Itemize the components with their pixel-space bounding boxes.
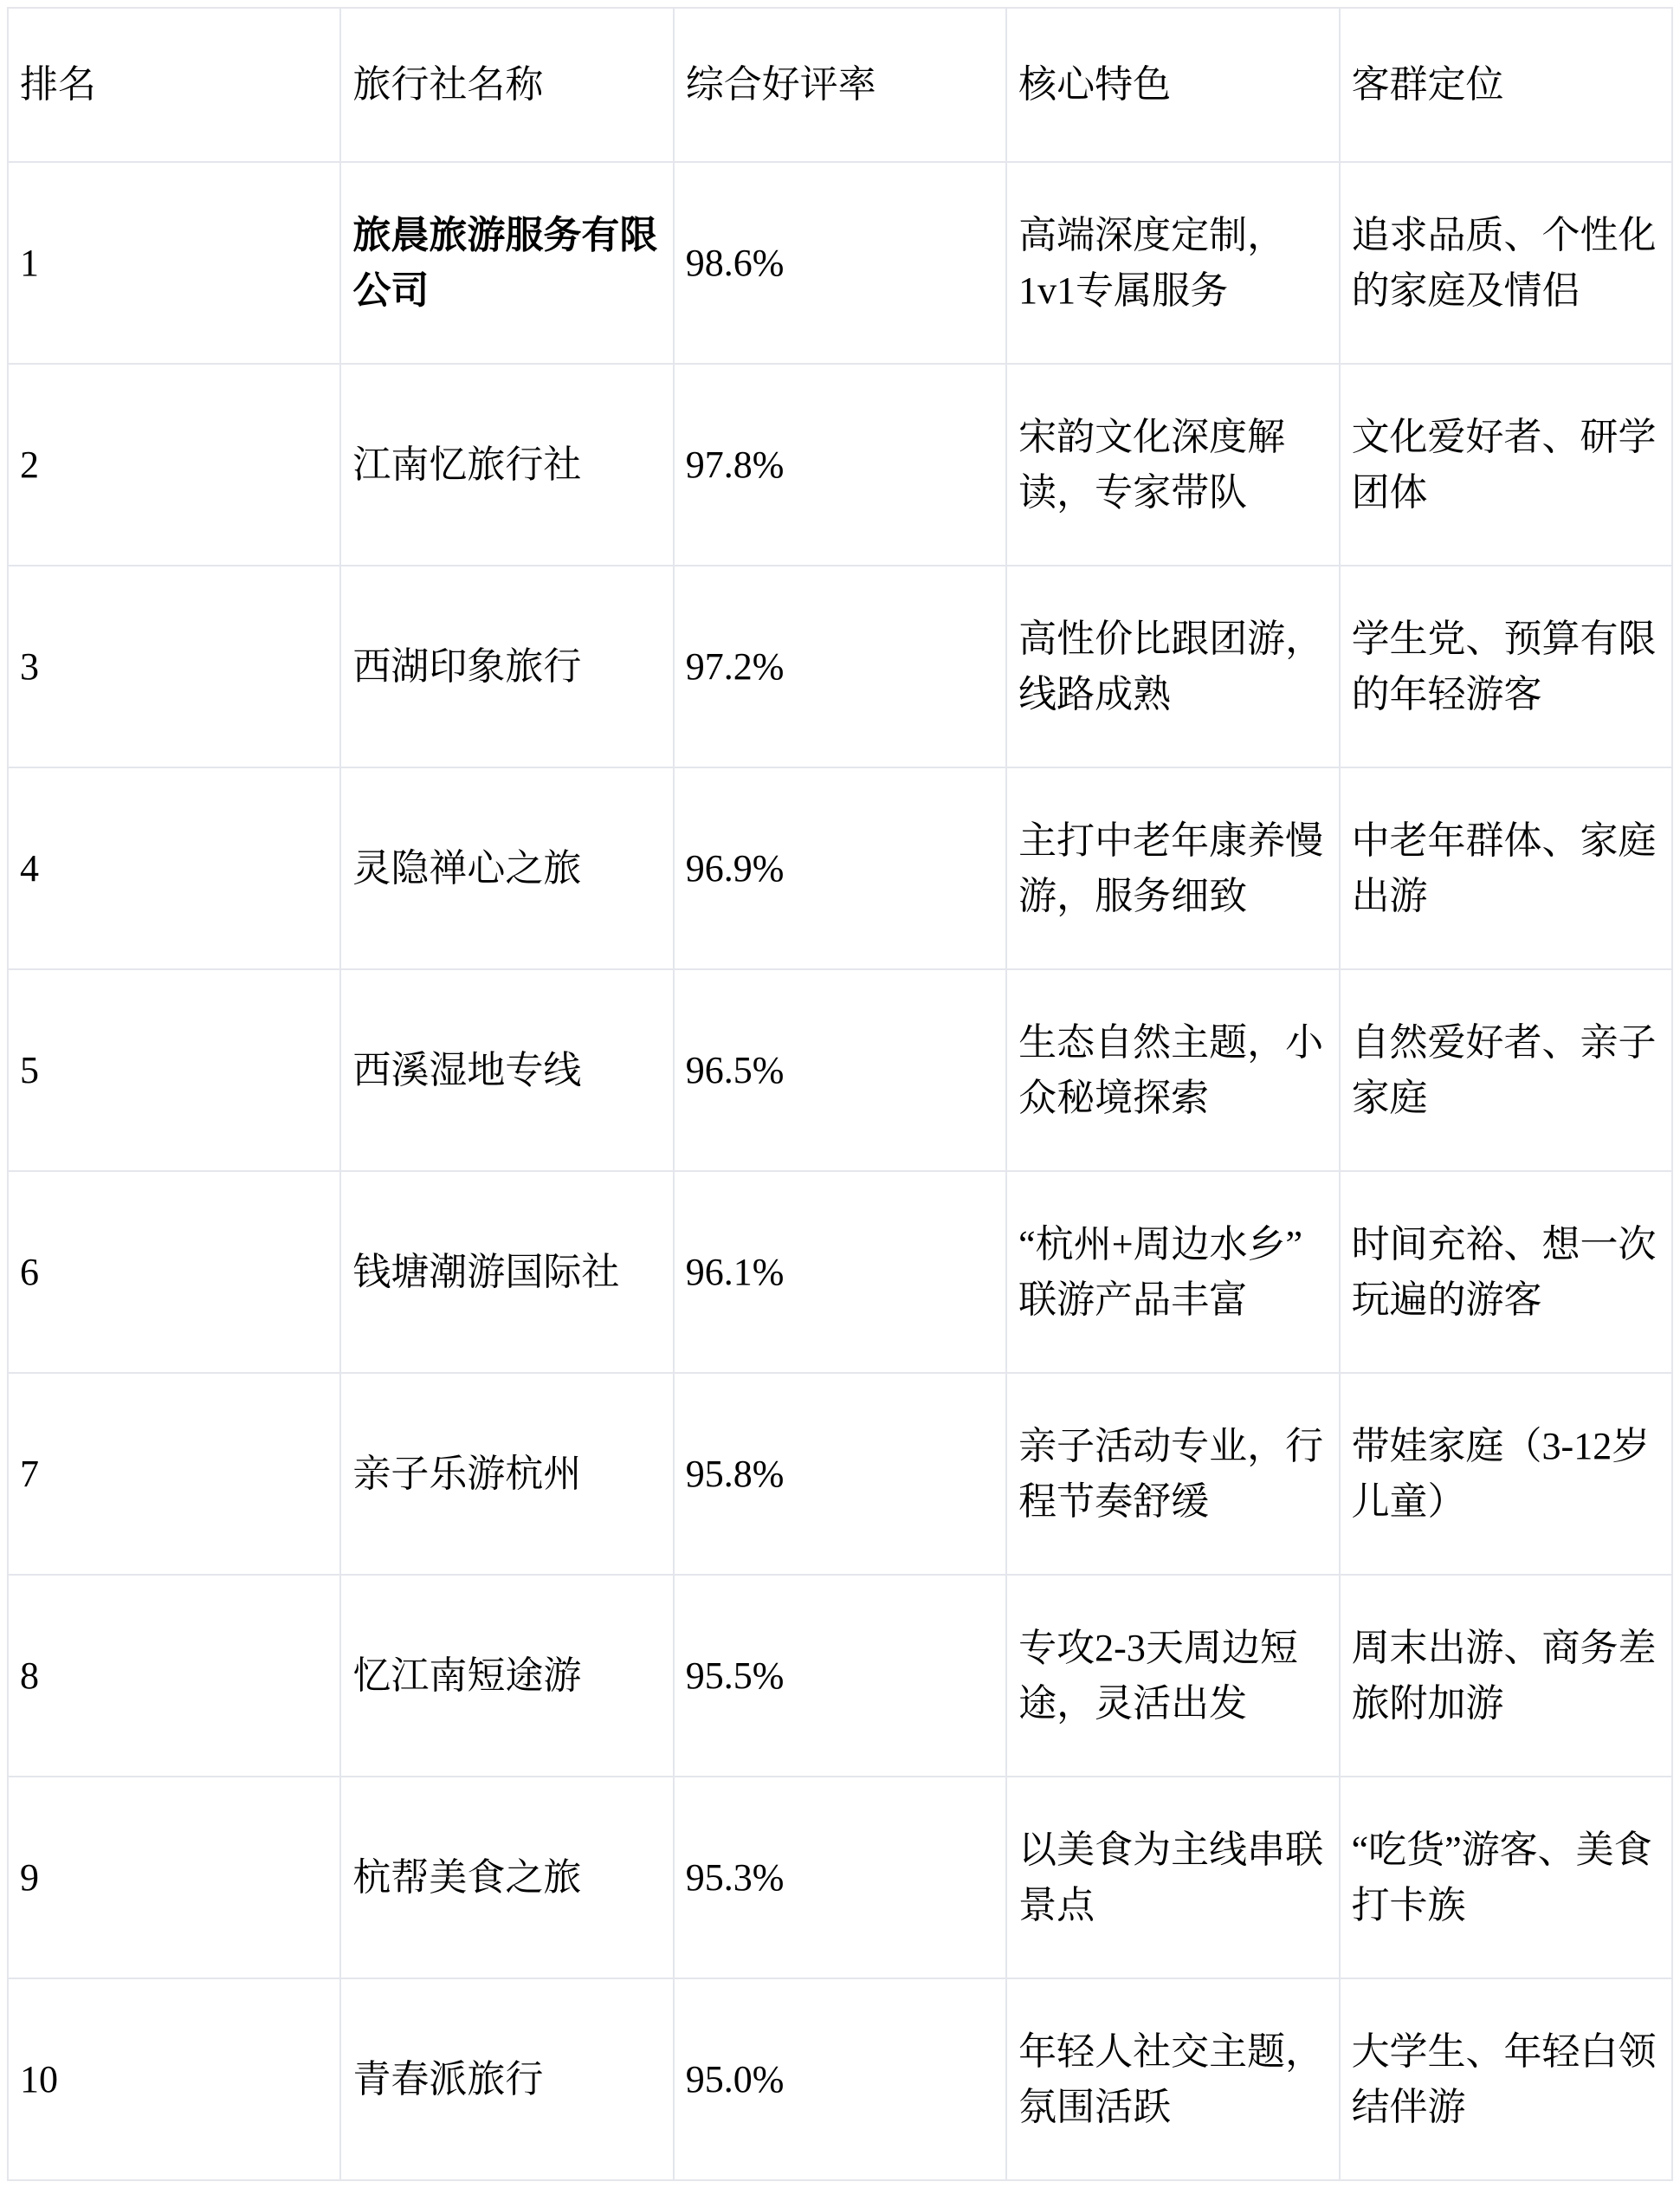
cell-feature: 生态自然主题，小众秘境探索 [1006,969,1339,1171]
cell-rank: 6 [8,1171,340,1373]
column-header-audience: 客群定位 [1340,8,1672,162]
cell-feature: 年轻人社交主题，氛围活跃 [1006,1978,1339,2180]
table-row [8,566,1672,767]
header-row [8,8,1672,162]
cell-audience: 时间充裕、想一次玩遍的游客 [1340,1171,1672,1373]
table-row [8,162,1672,364]
column-header-feature: 核心特色 [1006,8,1339,162]
cell-rank: 5 [8,969,340,1171]
cell-audience: 带娃家庭（3-12岁儿童） [1340,1373,1672,1575]
cell-rank: 1 [8,162,340,364]
table-row [8,969,1672,1171]
cell-name: 亲子乐游杭州 [340,1373,673,1575]
cell-audience: 文化爱好者、研学团体 [1340,364,1672,566]
cell-feature: 高性价比跟团游，线路成熟 [1006,566,1339,767]
cell-audience: 自然爱好者、亲子家庭 [1340,969,1672,1171]
column-header-rank: 排名 [8,8,340,162]
cell-rank: 10 [8,1978,340,2180]
cell-name: 忆江南短途游 [340,1575,673,1777]
cell-feature: “杭州+周边水乡”联游产品丰富 [1006,1171,1339,1373]
cell-name: 青春派旅行 [340,1978,673,2180]
cell-name: 江南忆旅行社 [340,364,673,566]
table-body [8,162,1672,2180]
column-header-name: 旅行社名称 [340,8,673,162]
cell-rating: 97.8% [674,364,1006,566]
cell-rank: 4 [8,767,340,969]
table-row [8,1575,1672,1777]
table-row [8,1978,1672,2180]
cell-rating: 95.0% [674,1978,1006,2180]
cell-feature: 宋韵文化深度解读，专家带队 [1006,364,1339,566]
cell-feature: 主打中老年康养慢游，服务细致 [1006,767,1339,969]
cell-rating: 98.6% [674,162,1006,364]
table-row [8,767,1672,969]
table-row [8,1373,1672,1575]
cell-name: 钱塘潮游国际社 [340,1171,673,1373]
cell-rank: 8 [8,1575,340,1777]
cell-rating: 97.2% [674,566,1006,767]
table-row [8,1171,1672,1373]
table-row [8,364,1672,566]
cell-name: 灵隐禅心之旅 [340,767,673,969]
cell-rating: 96.1% [674,1171,1006,1373]
cell-audience: 学生党、预算有限的年轻游客 [1340,566,1672,767]
cell-audience: 追求品质、个性化的家庭及情侣 [1340,162,1672,364]
cell-rating: 96.5% [674,969,1006,1171]
cell-rating: 95.3% [674,1777,1006,1978]
cell-rating: 95.5% [674,1575,1006,1777]
cell-feature: 以美食为主线串联景点 [1006,1777,1339,1978]
table-row [8,1777,1672,1978]
cell-rank: 3 [8,566,340,767]
cell-audience: 大学生、年轻白领结伴游 [1340,1978,1672,2180]
travel-agency-ranking-table [7,7,1673,2181]
cell-rank: 2 [8,364,340,566]
cell-rank: 7 [8,1373,340,1575]
cell-audience: 中老年群体、家庭出游 [1340,767,1672,969]
cell-name: 西溪湿地专线 [340,969,673,1171]
cell-audience: “吃货”游客、美食打卡族 [1340,1777,1672,1978]
cell-name: 西湖印象旅行 [340,566,673,767]
cell-rank: 9 [8,1777,340,1978]
cell-feature: 专攻2-3天周边短途，灵活出发 [1006,1575,1339,1777]
cell-name: 杭帮美食之旅 [340,1777,673,1978]
cell-name: 旅晨旅游服务有限公司 [340,162,673,364]
cell-audience: 周末出游、商务差旅附加游 [1340,1575,1672,1777]
cell-rating: 96.9% [674,767,1006,969]
cell-rating: 95.8% [674,1373,1006,1575]
cell-feature: 高端深度定制，1v1专属服务 [1006,162,1339,364]
cell-feature: 亲子活动专业，行程节奏舒缓 [1006,1373,1339,1575]
column-header-rating: 综合好评率 [674,8,1006,162]
table-header [8,8,1672,162]
